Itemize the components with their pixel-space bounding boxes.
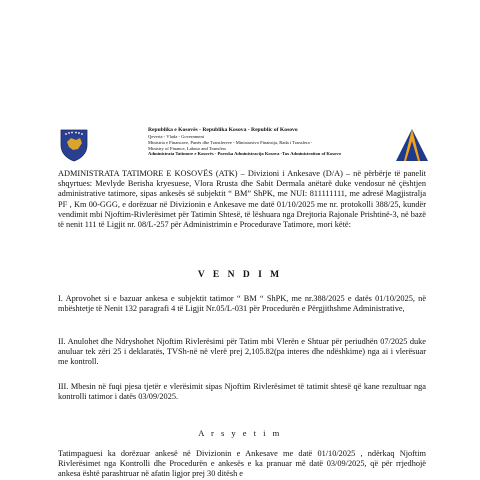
decision-point-1: I. Aprovohet si e bazuar ankesa e subjektit tatimor “ BM “ ShPK, me nr.388/2025 e datës 01/10/2025, në mbështetje të Nenit 132 paragrafi 4 të Ligjit Nr.05/L-031 për Procedurën e Përgjithshme Administrative, bbox=[58, 294, 426, 314]
letterhead bbox=[58, 127, 430, 167]
intro-text: ADMINISTRATA TATIMORE E KOSOVËS (ATK) – Divizioni i Ankesave (D/A) – në përbërje të panelit shqyrtues: Mevlyde Berisha kryesuese, Vlora Rrusta dhe Sabit Dermala anëtarë duke vendosur në çështjen administrative tatimore, sipas ankesës së subjektit “ BM” ShPK, me NUI: 811111111, me adresë Magjistralja PF , Km 00-GGG, e dorëzuar në Divizionin e Ankesave me datë 01/10/2025 me nr. protokolli 388/25, kundër vendimit mbi Njoftim-Rivlerësimet për Tatimin Shtesë, të lëshuara nga Drejtoria Rajonale Prishtinë-3, në bazë të nenit 111 të Ligjit nr. 08/L-257 për Administrimin e Procedurave Tatimore, mori këtë: bbox=[58, 169, 426, 230]
tax-administration-logo-icon bbox=[394, 127, 430, 163]
letterhead-text bbox=[148, 127, 378, 157]
header-line-5: Administrata Tatimore e Kosovës - Poreska Administracija Kosova -Tax Administration of Kosovo bbox=[148, 151, 341, 157]
decision-title: V E N D I M bbox=[197, 270, 283, 280]
header-line-4: Ministry of Finance, Labour and Transfers bbox=[148, 145, 227, 151]
header-line-1: Republika e Kosovës - Republika Kosova - Republic of Kosovo bbox=[148, 127, 298, 133]
kosovo-emblem-icon bbox=[58, 127, 90, 163]
reasoning-paragraph: Tatimpaguesi ka dorëzuar ankesë në Divizionin e Ankesave me datë 01/10/2025 , ndërkaq Njoftim Rivlerësimet nga Kontrolli dhe Procedurën e ankesës e ka pranuar më datë 03/09/2025, që për rrjedhojë ankesa është parashtruar në afatin ligjor prej 30 ditësh e bbox=[58, 449, 426, 479]
decision-point-2: II. Anulohet dhe Ndryshohet Njoftim Rivlerësimi për Tatim mbi Vlerën e Shtuar për periudhën 07/2025 duke anuluar tek zëri 25 i deklaratës, TVSh-në në vlerë prej 2,105.82(pa interes dhe ndëshkime) nga ai i vlerësuar me kontroll. bbox=[58, 337, 426, 367]
reasoning-title: A r s y e t i m bbox=[198, 428, 282, 438]
decision-point-3: III. Mbesin në fuqi pjesa tjetër e vlerësimit sipas Njoftim Rivlerësimet të tatimit shtesë që kane rezultuar nga kontrolli tatimor i datës 03/09/2025. bbox=[58, 382, 426, 402]
header-line-2: Qeveria - Vlada - Government bbox=[148, 134, 205, 139]
header-line-3: Ministria e Financave, Punës dhe Transfereve - Ministarstvo Finansija, Rada i Transfera - bbox=[148, 139, 313, 145]
intro-paragraph bbox=[58, 169, 426, 230]
